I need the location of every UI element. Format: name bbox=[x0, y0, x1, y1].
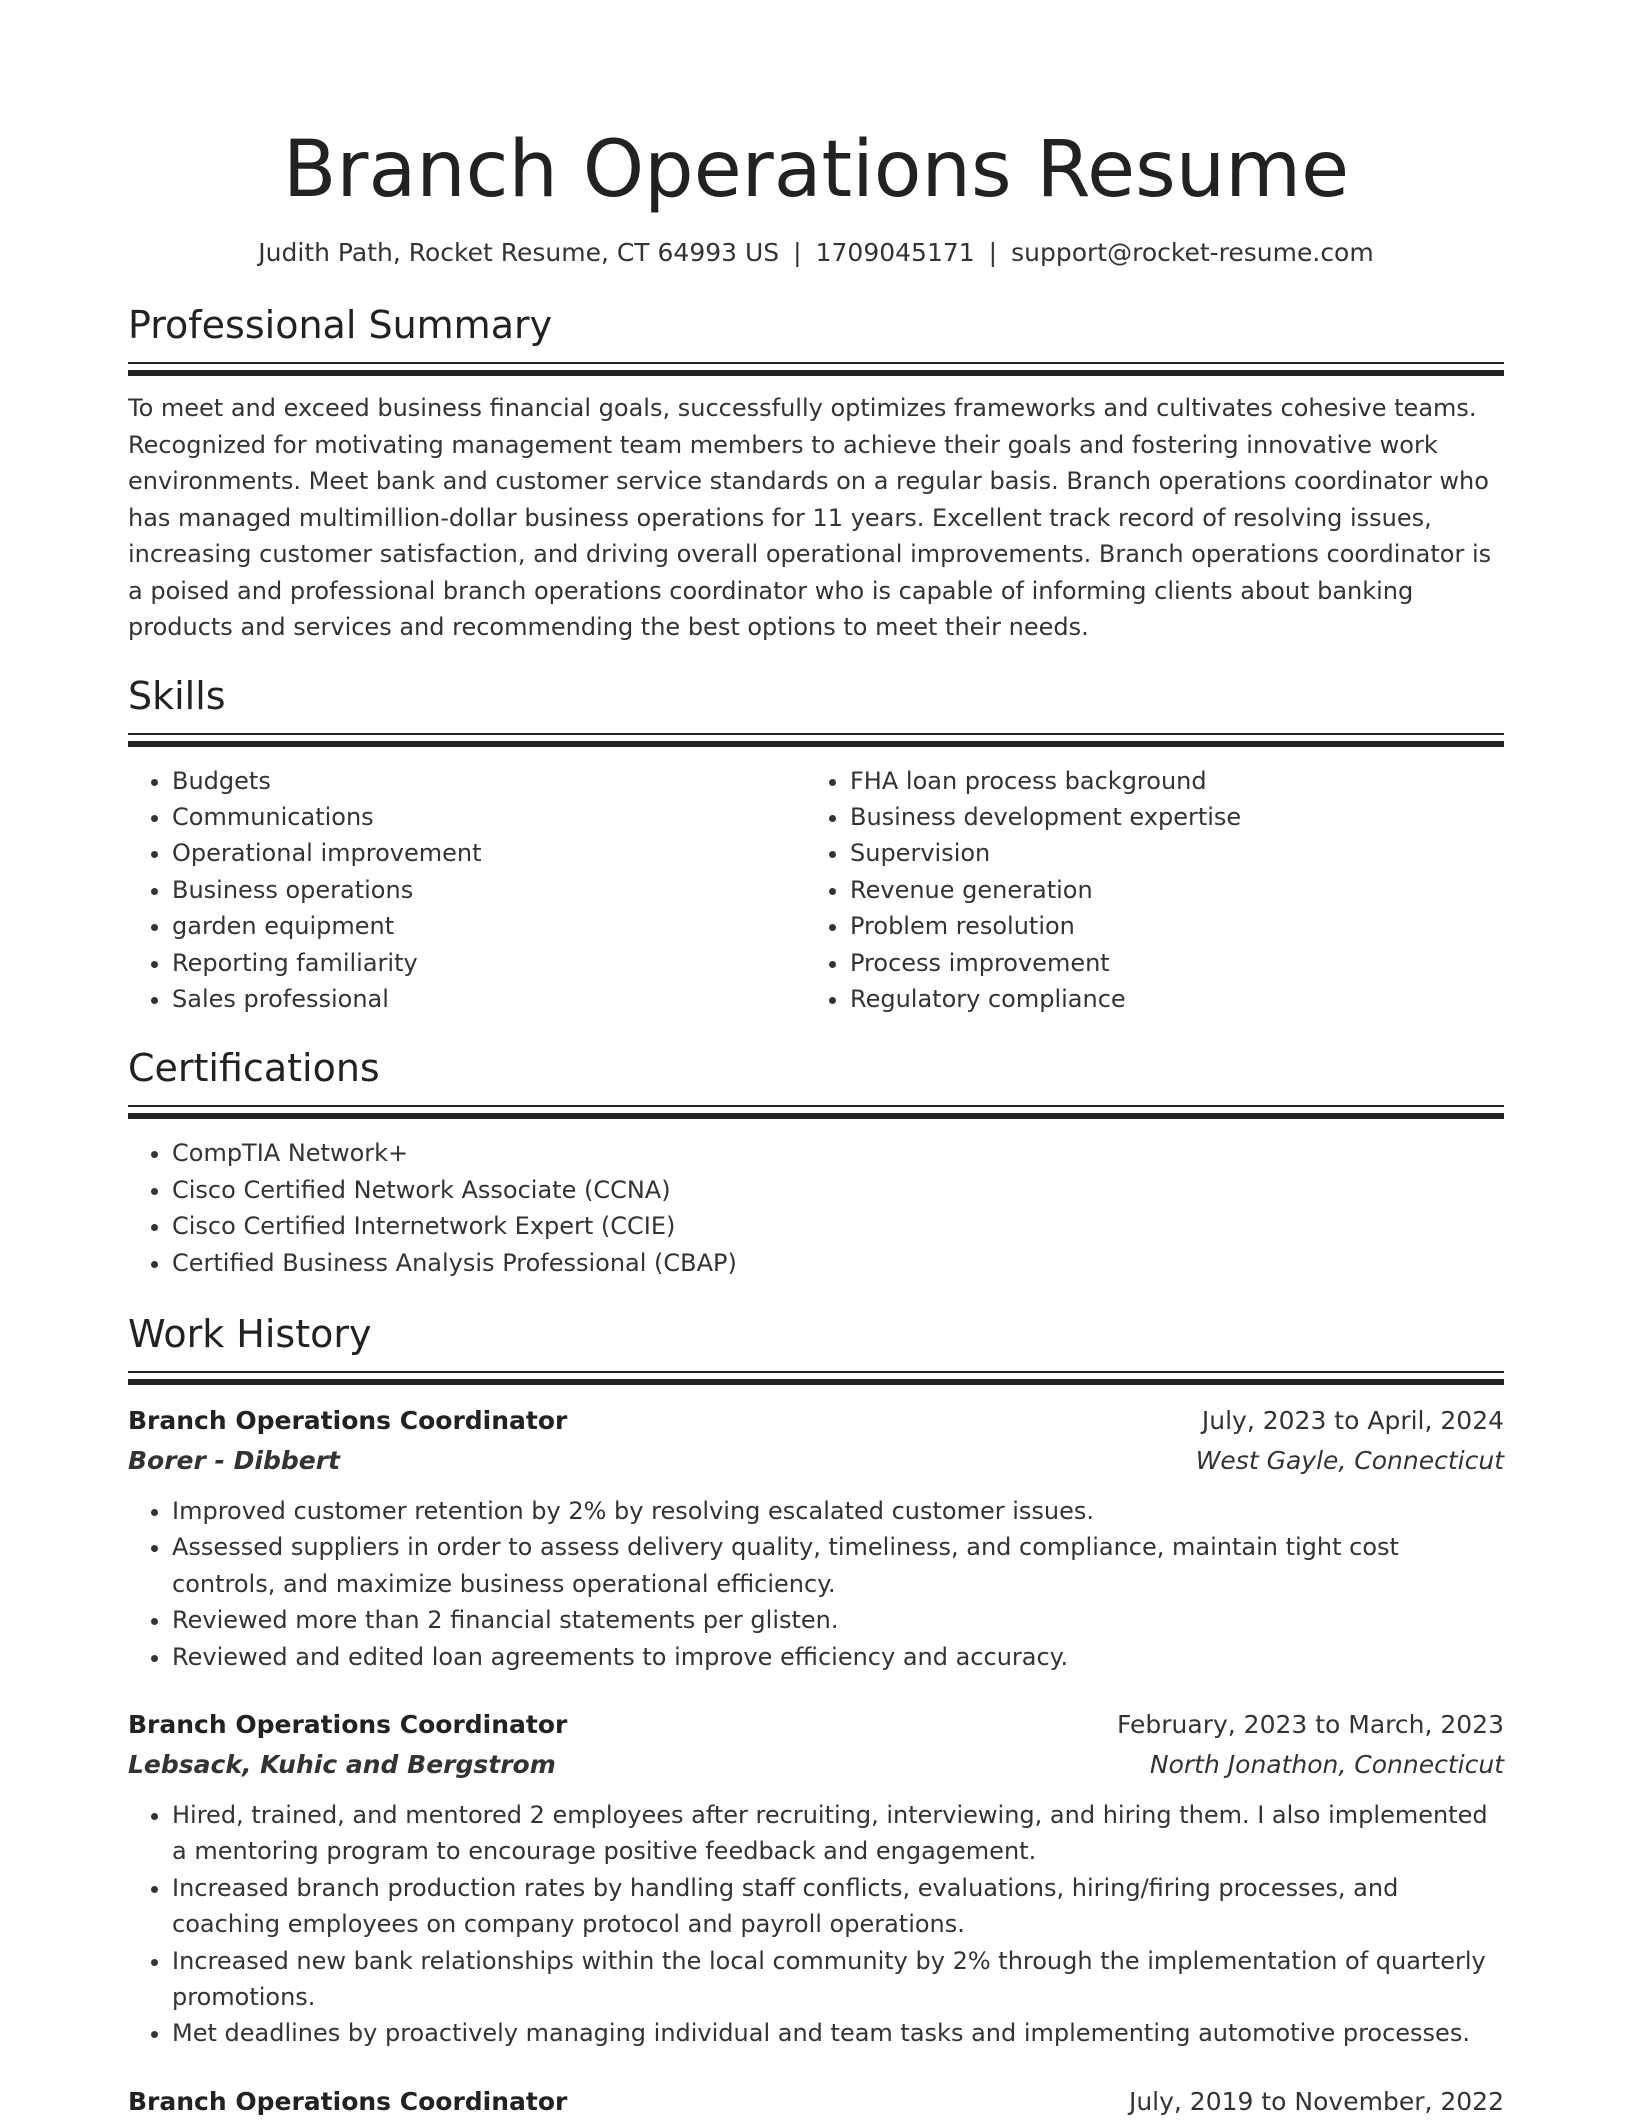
job-title: Branch Operations Coordinator bbox=[128, 2086, 568, 2116]
job-bullet-list bbox=[128, 1797, 1504, 2052]
job-bullet: • Increased new bank relationships within the local community by 2% through the implementation of quarterly promotions. bbox=[172, 1943, 1504, 2016]
job-bullet-list bbox=[128, 1493, 1504, 1675]
certification-item: • Cisco Certified Internetwork Expert (CCIE) bbox=[172, 1208, 1504, 1244]
job-bullet: • Increased branch production rates by handling staff conflicts, evaluations, hiring/firing processes, and coaching employees on company protocol and payroll operations. bbox=[172, 1870, 1504, 1943]
certification-item: • Cisco Certified Network Associate (CCNA) bbox=[172, 1172, 1504, 1208]
job-title: Branch Operations Coordinator bbox=[128, 1710, 568, 1739]
job-location: West Gayle, Connecticut bbox=[1195, 1445, 1504, 1475]
skill-item: • FHA loan process background bbox=[850, 763, 1484, 799]
job-company: Lebsack, Kuhic and Bergstrom bbox=[128, 1750, 556, 1779]
job-title: Branch Operations Coordinator bbox=[128, 1405, 568, 1435]
job-bullet: • Reviewed and edited loan agreements to improve efficiency and accuracy. bbox=[172, 1639, 1504, 1675]
skills-list-right bbox=[806, 763, 1484, 1018]
skill-item: • Regulatory compliance bbox=[850, 981, 1484, 1017]
certifications-list bbox=[128, 1135, 1504, 1281]
job-subheader bbox=[128, 1745, 1504, 1785]
resume-page bbox=[128, 0, 1504, 2122]
job-location: North Jonathon, Connecticut bbox=[1149, 1750, 1504, 1779]
job-bullet: • Reviewed more than 2 financial statements per glisten. bbox=[172, 1602, 1504, 1638]
section-divider bbox=[128, 733, 1504, 735]
contact-separator: | bbox=[793, 238, 802, 267]
contact-address: Judith Path, Rocket Resume, CT 64993 US bbox=[258, 238, 780, 267]
job-company: Borer - Dibbert bbox=[128, 1445, 340, 1475]
summary-section bbox=[128, 302, 1504, 646]
section-divider-thick bbox=[128, 1379, 1504, 1385]
contact-separator: | bbox=[988, 238, 998, 267]
job-entry bbox=[128, 1705, 1504, 2052]
section-divider bbox=[128, 1105, 1504, 1107]
skills-column-right bbox=[806, 763, 1484, 1018]
contact-email[interactable]: support@rocket-resume.com bbox=[1011, 238, 1374, 267]
skill-item: • garden equipment bbox=[172, 908, 806, 944]
section-heading-summary: Professional Summary bbox=[128, 303, 553, 347]
job-dates: July, 2019 to November, 2022 bbox=[1128, 2086, 1504, 2116]
job-subheader bbox=[128, 1441, 1504, 1481]
job-bullet: • Met deadlines by proactively managing individual and team tasks and implementing automotive processes. bbox=[172, 2015, 1504, 2051]
skill-item: • Operational improvement bbox=[172, 835, 806, 871]
contact-phone: 1709045171 bbox=[815, 238, 975, 267]
certification-item: • CompTIA Network+ bbox=[172, 1135, 1504, 1171]
skill-item: • Reporting familiarity bbox=[172, 945, 806, 981]
skill-item: • Communications bbox=[172, 799, 806, 835]
section-divider bbox=[128, 1371, 1504, 1373]
skill-item: • Sales professional bbox=[172, 981, 806, 1017]
skill-item: • Supervision bbox=[850, 835, 1484, 871]
summary-text: To meet and exceed business financial goals, successfully optimizes frameworks and cultivates cohesive teams. Recognized for motivating management team members to achieve their goals and fostering innovative work environments. Meet bank and customer service standards on a regular basis. Branch operations coordinator who has managed multimillion-dollar business operations for 11 years. Excellent track record of resolving issues, increasing customer satisfaction, and driving overall operational improvements. Branch operations coordinator is a poised and professional branch operations coordinator who is capable of informing clients about banking products and services and recommending the best options to meet their needs. bbox=[128, 394, 1492, 641]
job-header bbox=[128, 1401, 1504, 1441]
skill-item: • Revenue generation bbox=[850, 872, 1484, 908]
job-dates: July, 2023 to April, 2024 bbox=[1201, 1405, 1504, 1435]
section-heading-work-history: Work History bbox=[128, 1311, 372, 1356]
skills-list-left bbox=[128, 763, 806, 1018]
skill-item: • Business operations bbox=[172, 872, 806, 908]
job-bullet: • Assessed suppliers in order to assess delivery quality, timeliness, and compliance, maintain tight cost controls, and maximize business operational efficiency. bbox=[172, 1529, 1504, 1602]
resume-title: Branch Operations Resume bbox=[282, 125, 1350, 215]
section-divider bbox=[128, 362, 1504, 364]
skill-item: • Process improvement bbox=[850, 945, 1484, 981]
section-heading-certifications: Certifications bbox=[128, 1046, 380, 1091]
skills-section bbox=[128, 673, 1504, 1018]
job-bullet: • Hired, trained, and mentored 2 employees after recruiting, interviewing, and hiring them. I also implemented a mentoring program to encourage positive feedback and engagement. bbox=[172, 1797, 1504, 1870]
contact-line bbox=[128, 236, 1504, 270]
section-divider-thick bbox=[128, 370, 1504, 376]
job-bullet: • Improved customer retention by 2% by resolving escalated customer issues. bbox=[172, 1493, 1504, 1529]
section-divider-thick bbox=[128, 1113, 1504, 1119]
job-entry bbox=[128, 1401, 1504, 1675]
skills-columns bbox=[128, 763, 1504, 1018]
certification-item: • Certified Business Analysis Professional (CBAP) bbox=[172, 1245, 1504, 1281]
skill-item: • Budgets bbox=[172, 763, 806, 799]
job-header bbox=[128, 1705, 1504, 1745]
job-dates: February, 2023 to March, 2023 bbox=[1116, 1710, 1504, 1739]
skill-item: • Problem resolution bbox=[850, 908, 1484, 944]
job-header bbox=[128, 2082, 1504, 2122]
job-entry bbox=[128, 2082, 1504, 2122]
work-history-section bbox=[128, 1311, 1504, 2122]
certifications-section bbox=[128, 1045, 1504, 1281]
section-heading-skills: Skills bbox=[128, 673, 226, 718]
skills-column-left bbox=[128, 763, 806, 1018]
section-divider-thick bbox=[128, 741, 1504, 747]
skill-item: • Business development expertise bbox=[850, 799, 1484, 835]
